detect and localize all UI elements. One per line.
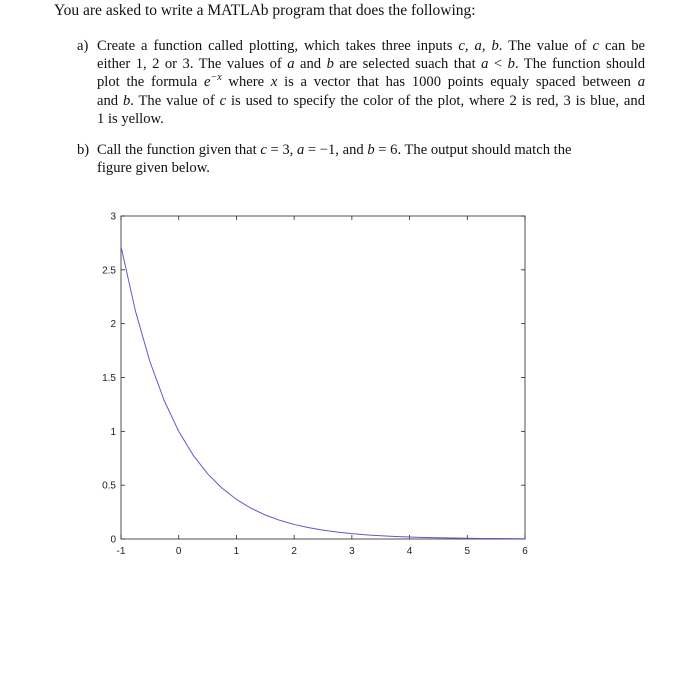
math-symbol: c bbox=[260, 142, 267, 158]
part-a-line: Create a function called plotting, which takes three inputs c, a, b. The value of c can be bbox=[97, 38, 646, 54]
math-symbol: b bbox=[507, 56, 515, 73]
math-exponent: −x bbox=[210, 72, 222, 84]
part-b-line: figure given below. bbox=[97, 160, 210, 177]
math-symbol: b bbox=[122, 92, 131, 109]
x-tick-label: 3 bbox=[349, 546, 355, 557]
math-symbol: c bbox=[219, 92, 227, 109]
math-symbol: c bbox=[592, 38, 600, 54]
series-line bbox=[121, 246, 525, 538]
part-a-marker: a) bbox=[77, 38, 89, 54]
y-tick-label: 0 bbox=[110, 534, 116, 546]
y-tick-label: 1.5 bbox=[102, 373, 116, 384]
y-tick-label: 2.5 bbox=[102, 265, 116, 277]
math-symbol: e bbox=[204, 74, 211, 91]
math-symbol: a bbox=[481, 56, 489, 73]
y-tick-label: 2 bbox=[110, 319, 116, 331]
x-tick-label: 5 bbox=[464, 546, 471, 557]
math-symbol: a bbox=[287, 56, 295, 73]
part-b-text bbox=[97, 141, 645, 177]
math-symbol: c, a, b bbox=[458, 38, 499, 54]
x-tick-label: 4 bbox=[406, 546, 413, 557]
y-tick-label: 0.5 bbox=[102, 480, 116, 492]
intro-text: You are asked to write a MATLAb program that does the following: bbox=[54, 2, 476, 19]
part-a-line: and b. The value of c is used to specify the color of the plot, where 2 is red, 3 is blue, and bbox=[97, 92, 645, 109]
math-symbol: b bbox=[367, 142, 375, 158]
math-symbol: x bbox=[270, 74, 278, 91]
x-tick-label: 0 bbox=[175, 546, 182, 557]
part-a-text bbox=[97, 37, 645, 128]
x-tick-label: 1 bbox=[233, 546, 240, 557]
plot-frame bbox=[121, 216, 525, 539]
x-tick-label: -1 bbox=[116, 546, 126, 557]
y-tick-label: 3 bbox=[110, 211, 116, 223]
math-symbol: b bbox=[326, 56, 334, 73]
part-a-line: either 1, 2 or 3. The values of a and b are selected suach that a < b. The function should bbox=[97, 56, 645, 73]
math-symbol: a bbox=[296, 142, 305, 158]
exp-plot bbox=[80, 205, 550, 570]
part-a-line: 1 is yellow. bbox=[97, 110, 164, 127]
part-b-marker: b) bbox=[77, 142, 90, 158]
y-tick-label: 1 bbox=[110, 426, 116, 438]
part-a-line: plot the formula $e^{-x}$ where x is a vector that has 1000 points equaly spaced between a bbox=[97, 72, 645, 91]
math-symbol: a bbox=[637, 74, 645, 91]
x-tick-label: 6 bbox=[522, 546, 528, 557]
part-b-line: Call the function given that c = 3, a = −1, and b = 6. The output should match the bbox=[97, 142, 572, 158]
x-tick-label: 2 bbox=[291, 546, 297, 557]
